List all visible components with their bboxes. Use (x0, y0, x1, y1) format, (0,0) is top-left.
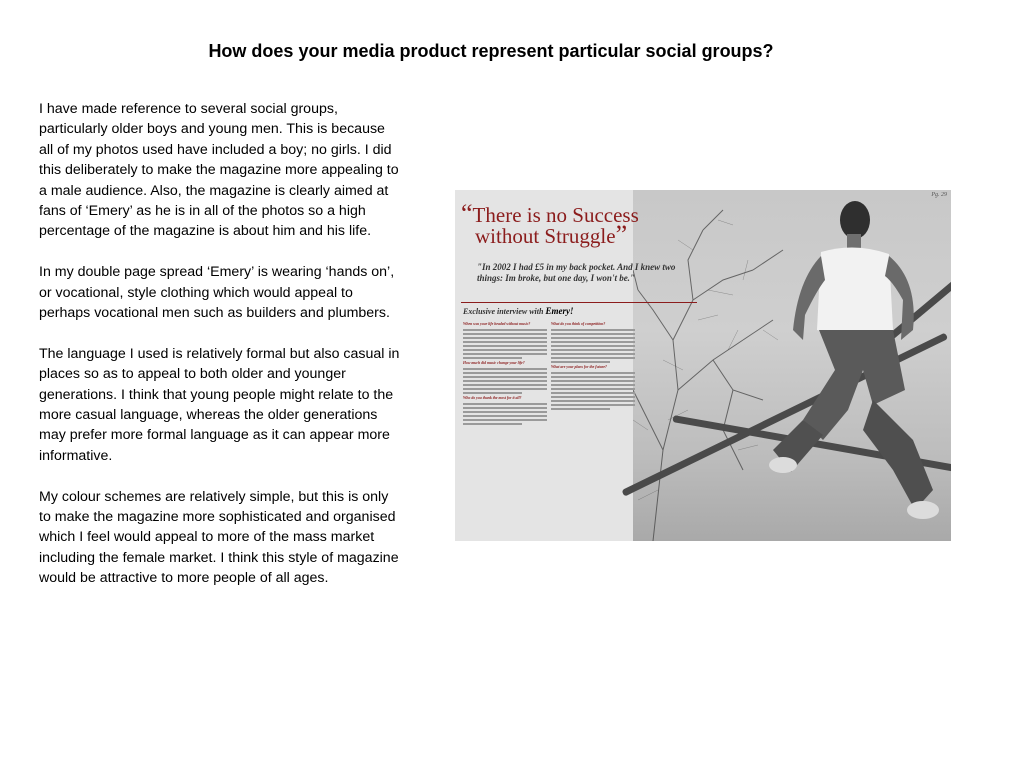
text-line (551, 396, 635, 398)
exclusive-name: Emery! (545, 306, 574, 316)
magazine-spread-image (455, 190, 951, 541)
text-line (551, 353, 635, 355)
text-line (551, 376, 635, 378)
spread-column-2 (551, 322, 635, 532)
column-question: What are your plans for the future? (551, 365, 607, 369)
text-line (551, 341, 635, 343)
text-line (551, 380, 635, 382)
open-quote-mark: “ (461, 199, 473, 228)
text-line (551, 329, 635, 331)
text-line (463, 384, 547, 386)
text-line (551, 349, 635, 351)
text-line (551, 372, 635, 374)
paragraph-language: The language I used is relatively formal but also casual in places so as to appeal to both older and younger generations. I think that young people might relate to the more casual language, whereas the older generations may prefer more formal language as it can appear more informative. (39, 345, 400, 464)
text-line (463, 376, 547, 378)
text-line (463, 419, 547, 421)
spread-pull-quote: "In 2002 I had £5 in my back pocket. And I knew two things: Im broke, but one day, I won't be." (477, 262, 676, 283)
text-line (551, 408, 610, 410)
text-line (551, 400, 635, 402)
young-man-figure (743, 190, 943, 541)
text-line (463, 403, 547, 405)
text-line (551, 384, 635, 386)
close-quote-mark: ” (615, 220, 628, 249)
text-line (463, 388, 547, 390)
page-number: Pg. 29 (931, 192, 947, 198)
spread-headline (461, 199, 711, 249)
paragraph-social-groups: I have made reference to several social groups, particularly older boys and young men. This is because all of my photos used have included a boy; no girls. I did this deliberately to make the magazine more appealing to a male audience. Also, the magazine is clearly aimed at fans of ‘Emery’ as he is in all of the photos so a high percentage of the magazine is about him and his life. (39, 101, 399, 240)
text-line (551, 357, 635, 359)
text-line (551, 333, 635, 335)
headline-line-2: without Struggle (475, 224, 616, 248)
column-question: When was your life headed without music? (463, 322, 531, 326)
column-question: How much did music change your life? (463, 361, 525, 365)
text-line (463, 357, 522, 359)
text-line (463, 423, 522, 425)
text-line (463, 368, 547, 370)
text-line (463, 380, 547, 382)
paragraph-colour-schemes: My colour schemes are relatively simple, but this is only to make the magazine more sophisticated and organised which I feel would appeal to more of the mass market including the female market. I think this style of magazine would be attractive to more people of all ages. (39, 488, 399, 587)
text-line (463, 415, 547, 417)
text-line (463, 392, 522, 394)
spread-column-1 (463, 322, 547, 532)
text-line (551, 345, 635, 347)
column-question: Who do you thank the most for it all? (463, 396, 522, 400)
text-line (551, 388, 635, 390)
text-line (463, 341, 547, 343)
headline-line-1: There is no Success (472, 203, 639, 227)
text-line (551, 337, 635, 339)
divider (461, 302, 697, 303)
text-line (463, 353, 547, 355)
text-line (463, 337, 547, 339)
text-line (463, 411, 547, 413)
column-question: What do you think of competition? (551, 322, 606, 326)
body-text (39, 99, 401, 609)
paragraph-clothing: In my double page spread ‘Emery’ is wearing ‘hands on’, or vocational, style clothing which would appeal to perhaps vocational men such as builders and plumbers. (39, 264, 395, 322)
text-line (463, 329, 547, 331)
text-line (463, 349, 547, 351)
spread-interview-label (463, 306, 573, 316)
text-line (551, 392, 635, 394)
text-line (463, 407, 547, 409)
page-title: How does your media product represent particular social groups? (208, 41, 774, 61)
text-line (463, 345, 547, 347)
text-line (551, 361, 610, 363)
text-line (551, 404, 635, 406)
exclusive-label: Exclusive interview with (463, 307, 544, 316)
text-line (463, 372, 547, 374)
text-line (463, 333, 547, 335)
